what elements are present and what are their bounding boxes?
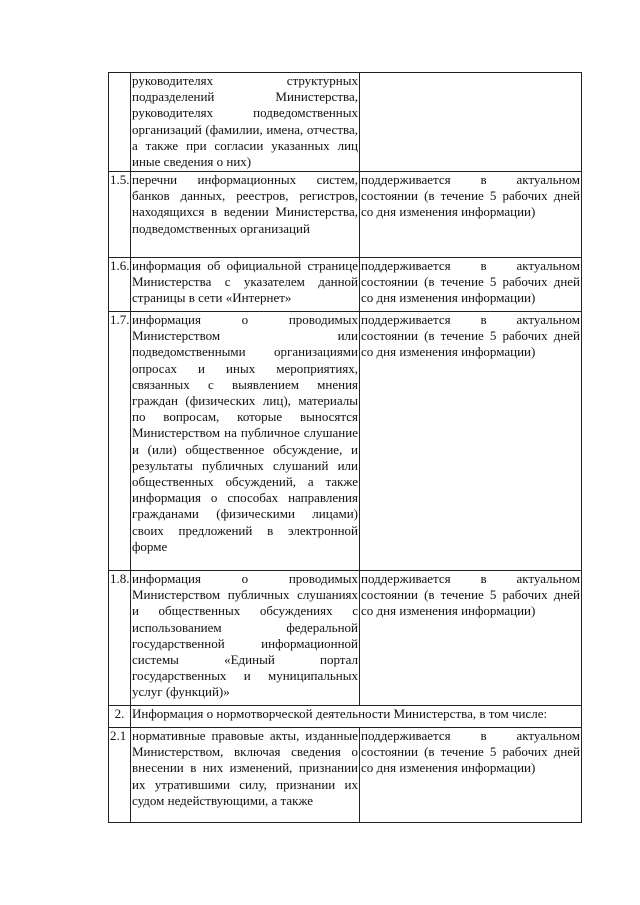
- section-number: 2.: [109, 706, 131, 728]
- table-row: [109, 571, 582, 706]
- row-number: 1.8.: [109, 571, 131, 706]
- condition-cell: поддерживается в актуальном состоянии (в течение 5 рабочих дней со дня изменения информации): [360, 312, 582, 571]
- info-cell: перечни информационных систем, банков данных, реестров, регистров, находящихся в ведении Министерства, подведомственных организаций: [131, 172, 360, 258]
- table-row: [109, 172, 582, 258]
- row-number: [109, 73, 131, 172]
- row-number: 1.6.: [109, 258, 131, 312]
- condition-cell: поддерживается в актуальном состоянии (в течение 5 рабочих дней со дня изменения информации): [360, 172, 582, 258]
- info-cell: информация о проводимых Министерством или подведомственными организациями опросах и иных мероприятиях, связанных с выявлением мнения граждан (физических лиц), материалы по вопросам, которые выносятся Министерством на публичное слушание и (или) общественное обсуждение, и результаты публичных слушаний или общественных обсуждений, а также информация о способах направления гражданами (физическими лицами) своих предложений в электронной форме: [131, 312, 360, 571]
- condition-cell: поддерживается в актуальном состоянии (в течение 5 рабочих дней со дня изменения информации): [360, 258, 582, 312]
- condition-cell: [360, 73, 582, 172]
- row-number: 1.7.: [109, 312, 131, 571]
- info-cell: информация о проводимых Министерством публичных слушаниях и общественных обсуждениях с использованием федеральной государственной информационной системы «Единый портал государственных и муниципальных услуг (функций)»: [131, 571, 360, 706]
- condition-cell: поддерживается в актуальном состоянии (в течение 5 рабочих дней со дня изменения информации): [360, 728, 582, 823]
- condition-cell: поддерживается в актуальном состоянии (в течение 5 рабочих дней со дня изменения информации): [360, 571, 582, 706]
- table-row: [109, 73, 582, 172]
- table-row: [109, 728, 582, 823]
- info-cell: информация об официальной странице Министерства с указателем данной страницы в сети «Интернет»: [131, 258, 360, 312]
- row-number: 2.1: [109, 728, 131, 823]
- section-heading: Информация о нормотворческой деятельности Министерства, в том числе:: [131, 706, 582, 728]
- row-number: 1.5.: [109, 172, 131, 258]
- table-row: [109, 258, 582, 312]
- table-row: [109, 312, 582, 571]
- info-cell: нормативные правовые акты, изданные Министерством, включая сведения о внесении в них изменений, признании их утратившими силу, признании их судом недействующими, а также: [131, 728, 360, 823]
- document-table: [108, 72, 582, 823]
- info-cell: руководителях структурных подразделений Министерства, руководителях подведомственных организаций (фамилии, имена, отчества, а также при согласии указанных лиц иные сведения о них): [131, 73, 360, 172]
- section-row: [109, 706, 582, 728]
